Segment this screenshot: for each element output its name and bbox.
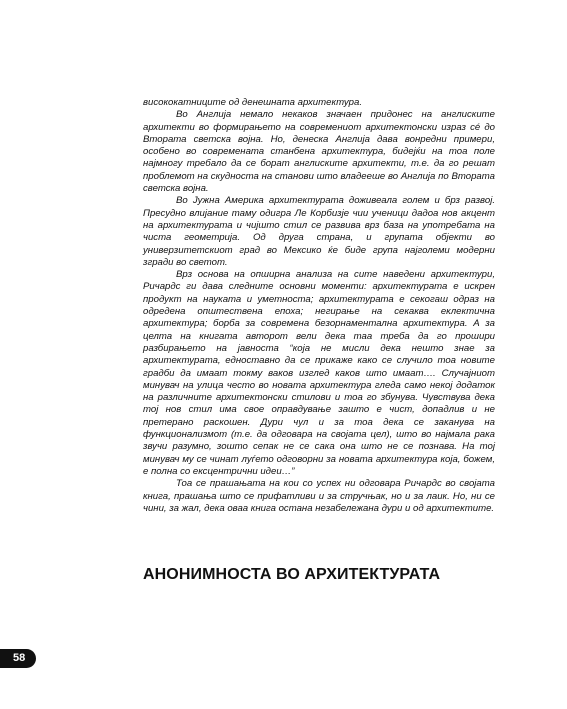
paragraph-conclusion: Тоа се прашањата на кои со успех ни одговара Ричардс во својата книга, прашања што се прифатливи и за стручњак, но и за лаик. Но, ни се чини, за жал, дека оваа книга остана незабележана дури и од архитектите. [143, 478, 495, 514]
paragraph-continuation: висококатниците од денешната архитектура. [143, 97, 363, 108]
paragraph-england: Во Англија немало некаков значаен придонес на англиските архитекти во формирањето на современиот архитектонски израз сé до Втората светска војна. Но, денеска Англија дава вонредни примери, особено во современата станбена архитектура, бидејќи на тоа поле најмногу требало да се борат англиските архитекти, т.е. да го решат проблемот на скудноста на станови што владееше во Англија по Втората светска војна. [143, 109, 495, 195]
paragraph-south-america: Во Јужна Америка архитектурата доживеала голем и брз развој. Пресудно влијание таму одигра Ле Корбизје чии ученици дадоа нов акцент на архитектурата и чијшто стил се развива врз база на употребата на чиста геометрија. Од друга страна, и групата објекти во универзитетскиот град во Мексико ќе биде група најголеми модерни згради во светот. [143, 195, 495, 268]
page-number: 58 [13, 652, 26, 664]
section-heading: АНОНИМНОСТА ВО АРХИТЕКТУРАТА [143, 566, 441, 583]
body-text [143, 97, 495, 515]
page-number-tab [0, 649, 36, 668]
paragraph-richards-analysis: Врз основа на опширна анализа на сите наведени архитектури, Ричардс ги дава следните основни моменти: архитектурата е искрен продукт на науката и уметноста; архитектурата е секогаш одраз на одредена општествена епоха; негирање на секаква еклектичнa архитектура; борба за современа безорнаментална архитектура. А за целта на книгата авторот вели дека таа треба да го прошири разбирањето на јавноста “која не мисли дека нешто знае за архитектурата, едноставно да се прикаже како се случило тоа новите градби да имаат токму ваков изглед каков што имаат…. Случајниот минувач на улица често во новата архитектура гледа само некој додаток на различните архитектонски стилови и тоа го збунува. Чувствува дека тој нов стил има свое оправдување зашто е чист, допадлив и не претерано раскошен. Дури чул и за тоа дека се заканува на функционализмот (т.е. да одговара на својата цел), што во најмала рака звучи разумно, зошто сепак не се сака она што не се познава. На тој минувач му се чинат луѓето одговорни за новата архитектура која, божем, е полна со ексцентрични идеи…” [143, 269, 495, 477]
